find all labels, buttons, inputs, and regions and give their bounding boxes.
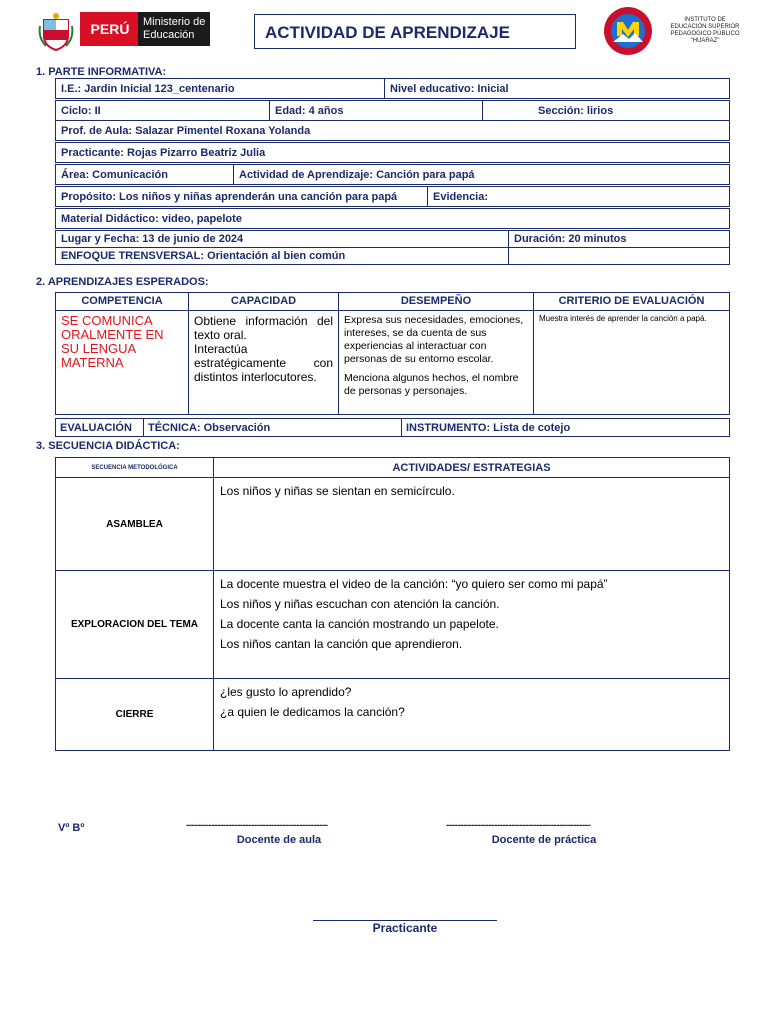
ie-field: I.E.: Jardin Inicial 123_centenario xyxy=(56,79,385,99)
practicante-field: Practicante: Rojas Pizarro Beatriz Julia xyxy=(56,143,730,163)
step-exploracion: EXPLORACION DEL TEMA xyxy=(56,571,214,679)
info-row-3 xyxy=(55,120,730,141)
info-row-5 xyxy=(55,164,730,185)
info-row-2 xyxy=(55,100,730,121)
tecnica-field: TÉCNICA: Observación xyxy=(144,419,402,437)
header-capacidad: CAPACIDAD xyxy=(189,293,339,311)
ciclo-field: Ciclo: II xyxy=(56,101,270,121)
capacidad-1: Obtiene información del texto oral. xyxy=(194,314,333,342)
header-criterio: CRITERIO DE EVALUACIÓN xyxy=(534,293,730,311)
header-desempeno: DESEMPEÑO xyxy=(339,293,534,311)
nivel-field: Nivel educativo: Inicial xyxy=(385,79,730,99)
section-2-title: 2. APRENDIZAJES ESPERADOS: xyxy=(36,276,209,288)
competencies-table xyxy=(55,292,730,415)
prof-field: Prof. de Aula: Salazar Pimentel Roxana Yolanda xyxy=(56,121,730,141)
section-1-title: 1. PARTE INFORMATIVA: xyxy=(36,66,167,78)
exploracion-3: La docente canta la canción mostrando un papelote. xyxy=(220,617,499,631)
evaluacion-label: EVALUACIÓN xyxy=(56,419,144,437)
signature-line-1: -------------------------------------------------- xyxy=(186,820,328,831)
desempeno-cell xyxy=(339,311,534,415)
capacidad-2: Interactúa estratégicamente con distintos interlocutores. xyxy=(194,342,333,384)
edad-field: Edad: 4 años xyxy=(270,101,483,121)
signature-label-docente-aula: Docente de aula xyxy=(236,834,322,846)
institute-name xyxy=(665,17,745,45)
institute-logo-icon xyxy=(603,6,653,56)
institute-line-4: "HUARAZ" xyxy=(690,38,720,44)
ministry-brand xyxy=(138,12,210,46)
header-actividades: ACTIVIDADES/ ESTRATEGIAS xyxy=(214,458,730,478)
capacidad-cell xyxy=(189,311,339,415)
header-competencia: COMPETENCIA xyxy=(56,293,189,311)
competencia-cell: SE COMUNICA ORALMENTE EN SU LENGUA MATERNA xyxy=(56,311,189,415)
info-row-4 xyxy=(55,142,730,163)
evaluation-row xyxy=(55,418,730,437)
criterio-cell: Muestra interés de aprender la canción a papá. xyxy=(534,311,730,415)
peru-brand: PERÚ xyxy=(80,12,140,46)
institute-line-1: INSTITUTO DE xyxy=(684,17,726,23)
cierre-1: ¿les gusto lo aprendido? xyxy=(220,685,352,699)
desempeno-1: Expresa sus necesidades, emociones, intereses, se da cuenta de sus experiencias al interactuar con personas de su entorno escolar. xyxy=(344,314,524,365)
vobo-label: Vº Bº xyxy=(58,822,85,834)
desempeno-2: Menciona algunos hechos, el nombre de personas y personajes. xyxy=(344,372,519,397)
signature-label-practicante: Practicante xyxy=(372,921,438,935)
institute-line-2: EDUCACIÓN SUPERIOR xyxy=(670,24,740,30)
lugar-field: Lugar y Fecha: 13 de junio de 2024 xyxy=(56,231,509,248)
area-field: Área: Comunicación xyxy=(56,165,234,185)
evidencia-field: Evidencia: xyxy=(428,187,730,207)
material-field: Material Didáctico: video, papelote xyxy=(56,209,730,229)
asamblea-1: Los niños y niñas se sientan en semicírculo. xyxy=(220,484,455,498)
asamblea-activities xyxy=(214,478,730,571)
signature-label-docente-practica: Docente de práctica xyxy=(491,834,597,846)
cierre-2: ¿a quien le dedicamos la canción? xyxy=(220,705,405,719)
exploracion-2: Los niños y niñas escuchan con atención la canción. xyxy=(220,597,500,611)
enfoque-field: ENFOQUE TRENSVERSAL: Orientación al bien común xyxy=(56,248,509,265)
header-secuencia: SECUENCIA METODOLÓGICA xyxy=(56,458,214,478)
step-asamblea: ASAMBLEA xyxy=(56,478,214,571)
document-title: ACTIVIDAD DE APRENDIZAJE xyxy=(254,14,576,49)
step-cierre: CIERRE xyxy=(56,679,214,751)
seccion-field: Sección: lirios xyxy=(483,101,730,121)
signature-line-2: --------------------------------------------------- xyxy=(446,820,591,831)
ministry-line-1: Ministerio de xyxy=(143,16,206,28)
empty-cell xyxy=(509,248,730,265)
info-row-7 xyxy=(55,208,730,229)
exploracion-1: La docente muestra el video de la canción: “yo quiero ser como mi papá” xyxy=(220,577,608,591)
proposito-field: Propósito: Los niños y niñas aprenderán una canción para papá xyxy=(56,187,428,207)
info-row-8 xyxy=(55,230,730,265)
ministry-line-2: Educación xyxy=(143,29,195,41)
duracion-field: Duración: 20 minutos xyxy=(509,231,730,248)
sequence-table xyxy=(55,457,730,751)
actividad-field: Actividad de Aprendizaje: Canción para papá xyxy=(234,165,730,185)
section-3-title: 3. SECUENCIA DIDÁCTICA: xyxy=(36,440,180,452)
instrumento-field: INSTRUMENTO: Lista de cotejo xyxy=(402,419,730,437)
cierre-activities xyxy=(214,679,730,751)
info-row-6 xyxy=(55,186,730,207)
exploracion-activities xyxy=(214,571,730,679)
institute-line-3: PEDAGOGICO PÚBLICO xyxy=(670,31,740,37)
info-row-1 xyxy=(55,78,730,99)
peru-coat-of-arms-icon xyxy=(38,12,74,52)
exploracion-4: Los niños cantan la canción que aprendieron. xyxy=(220,637,463,651)
